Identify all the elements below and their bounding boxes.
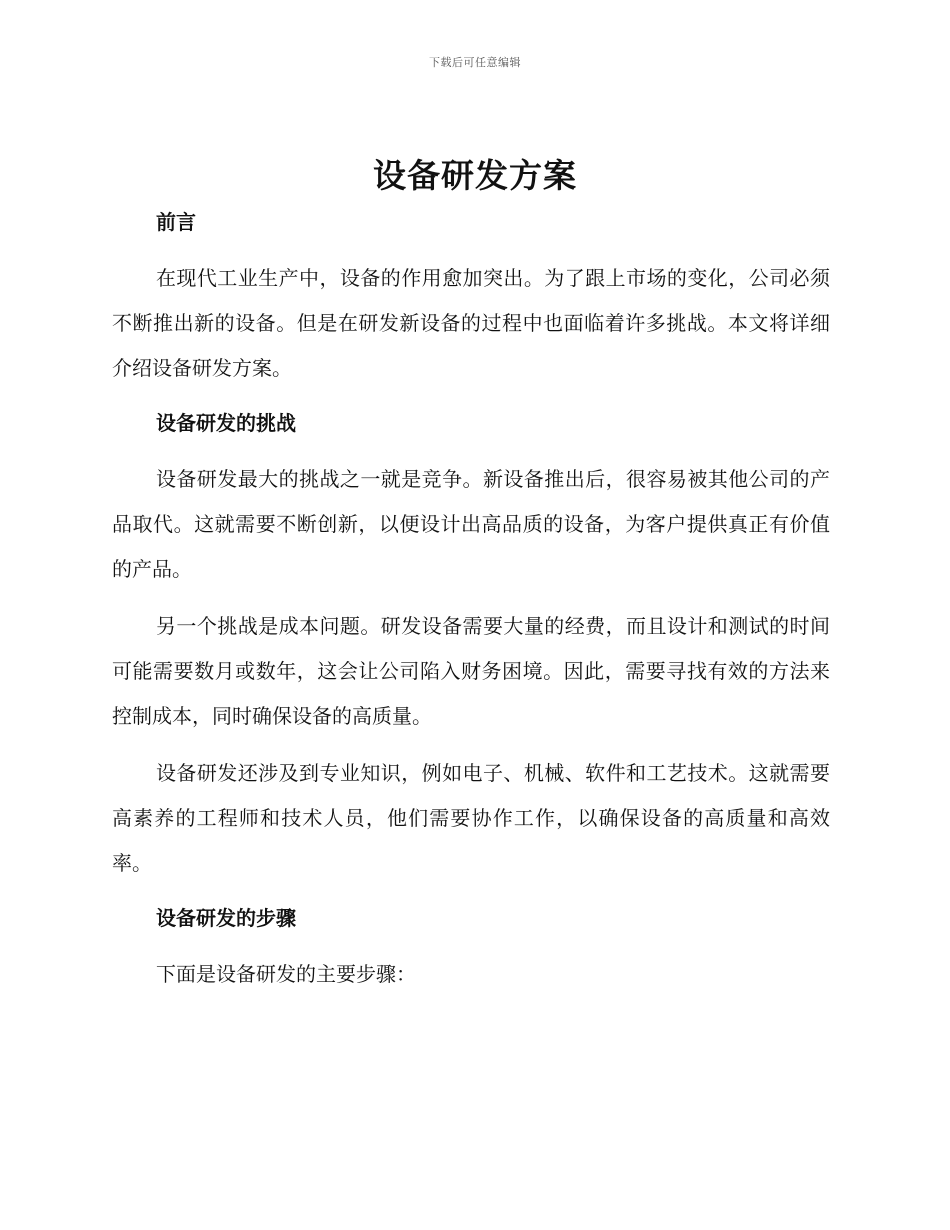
document-title: 设备研发方案 (373, 156, 577, 195)
paragraph: 另一个挑战是成本问题。研发设备需要大量的经费，而且设计和测试的时间可能需要数月或数年，这会让公司陷入财务困境。因此，需要寻找有效的方法来控制成本，同时确保设备的高质量。 (112, 614, 830, 728)
section-heading: 设备研发的步骤 (156, 906, 296, 930)
paragraph: 设备研发还涉及到专业知识，例如电子、机械、软件和工艺技术。这就需要高素养的工程师和技术人员，他们需要协作工作，以确保设备的高质量和高效率。 (112, 761, 830, 875)
section-challenges (112, 403, 830, 898)
document-body (112, 202, 830, 997)
paragraph: 在现代工业生产中，设备的作用愈加突出。为了跟上市场的变化，公司必须不断推出新的设备。但是在研发新设备的过程中也面临着许多挑战。本文将详细介绍设备研发方案。 (112, 266, 830, 380)
section-preface (112, 202, 830, 403)
section-heading: 设备研发的挑战 (156, 411, 296, 435)
paragraph: 设备研发最大的挑战之一就是竞争。新设备推出后，很容易被其他公司的产品取代。这就需要不断创新，以便设计出高品质的设备，为客户提供真正有价值的产品。 (112, 467, 830, 581)
section-heading: 前言 (156, 210, 196, 234)
section-steps (112, 898, 830, 997)
page-header: 下载后可任意编辑 (429, 56, 521, 69)
paragraph: 下面是设备研发的主要步骤： (156, 962, 416, 986)
